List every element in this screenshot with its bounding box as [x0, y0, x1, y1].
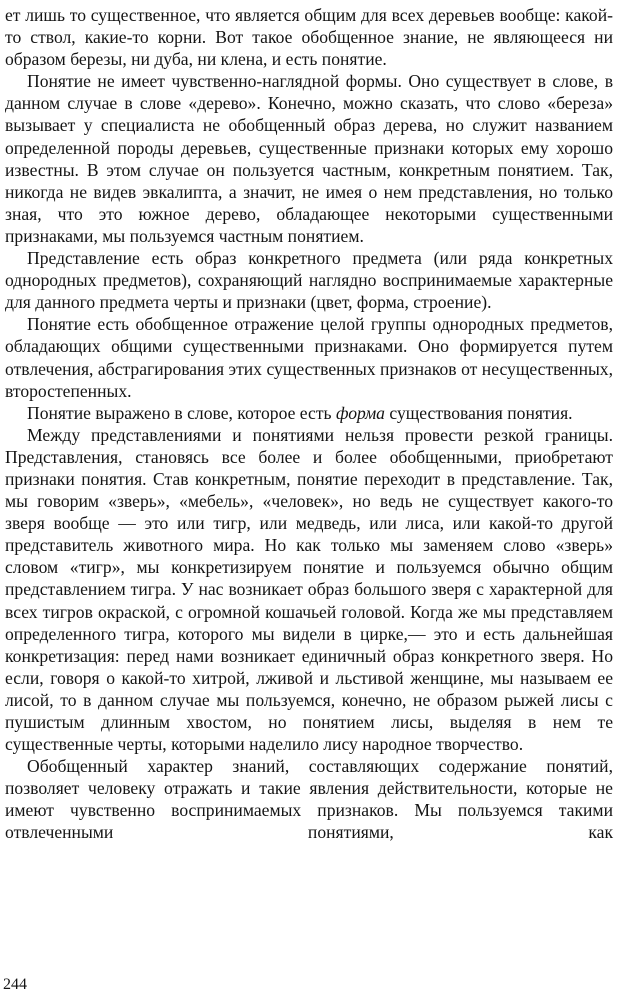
paragraph-3: Представление есть образ конкретного предмета (или ряда конкретных однородных предметов), сохраняющий наглядно воспринимаемые характерные для данного предмета черты и признаки (цвет, форма, строение). [5, 248, 613, 313]
paragraph-5-text-before: Понятие выражено в слове, которое есть [27, 402, 336, 423]
emphasized-word: форма [335, 402, 385, 423]
paragraph-7: Обобщенный характер знаний, составляющих содержание понятий, позволяет человеку отражать и такие явления действительности, которые не имеют чувственно воспринимаемых признаков. Мы пользуемся такими отвлеченными понятиями, как [5, 756, 613, 843]
book-page [5, 4, 613, 844]
paragraph-2: Понятие не имеет чувственно-наглядной формы. Оно существует в слове, в данном случае в слове «дерево». Конечно, можно сказать, что слово «береза» вызывает у специалиста не обобщенный образ дерева, но служит названием определенной породы деревьев, существенные признаки которых ему хорошо известны. В этом случае он пользуется частным, конкретным понятием. Так, никогда не видев эвкалипта, а значит, не имея о нем представления, но только зная, что это южное дерево, обладающее некоторыми существенными признаками, мы пользуемся частным понятием. [5, 71, 613, 246]
paragraph-1: ет лишь то существенное, что является общим для всех деревьев вообще: какой-то ствол, какие-то корни. Вот такое обобщенное знание, не являющееся ни образом березы, ни дуба, ни клена, и есть понятие. [5, 5, 613, 70]
paragraph-6: Между представлениями и понятиями нельзя провести резкой границы. Представления, становясь все более и более обобщенными, приобретают признаки понятия. Став конкретным, понятие переходит в представление. Так, мы говорим «зверь», «мебель», «человек», но ведь не существует какого-то зверя вообще — это или тигр, или медведь, или лиса, или какой-то другой представитель животного мира. Но как только мы заменяем слово «зверь» словом «тигр», мы конкретизируем понятие и пользуемся обычно общим представлением тигра. У нас возникает образ большого зверя с характерной для всех тигров окраской, с огромной кошачьей головой. Когда же мы представляем определенного тигра, которого мы видели в цирке,— это и есть дальнейшая конкретизация: перед нами возникает единичный образ конкретного зверя. Но если, говоря о какой-то хитрой, лживой и льстивой женщине, мы называем ее лисой, то в данном случае мы пользуемся, конечно, не образом рыжей лисы с пушистым длинным хвостом, но понятием лисы, выделяя в нем те существенные черты, которыми наделило лису народное творчество. [5, 424, 613, 755]
page-number: 244 [3, 976, 27, 993]
paragraph-4: Понятие есть обобщенное отражение целой группы однородных предметов, обладающих общими существенными признаками. Оно формируется путем отвлечения, абстрагирования этих существенных признаков от несущественных, второстепенных. [5, 314, 613, 401]
paragraph-5-text-after: существования понятия. [384, 402, 573, 423]
paragraph-5 [5, 402, 613, 424]
